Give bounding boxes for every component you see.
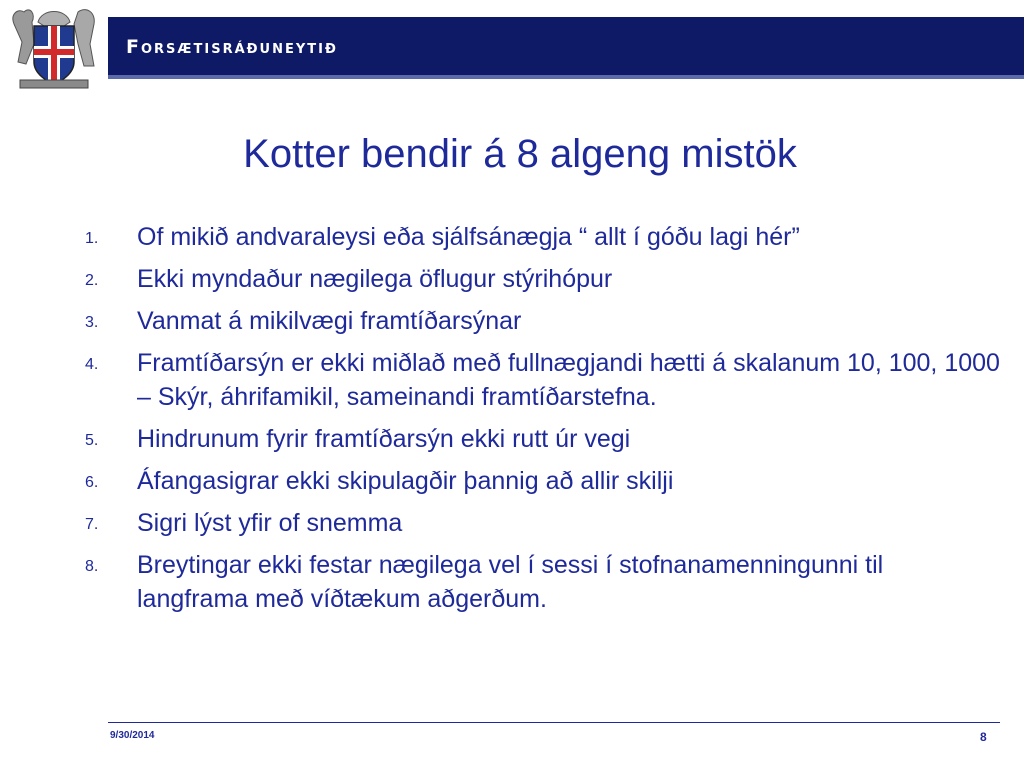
item-number: 6.	[85, 474, 99, 491]
item-number: 2.	[85, 272, 99, 289]
list-item	[80, 548, 1000, 616]
list-item	[80, 304, 1000, 338]
numbered-list	[80, 220, 1000, 624]
footer-divider	[108, 722, 1000, 723]
footer-date: 9/30/2014	[110, 730, 155, 741]
ministry-name: Forsætisráðuneytið	[126, 36, 338, 58]
header-band-shadow	[108, 75, 1024, 79]
item-text: Of mikið andvaraleysi eða sjálfsánægja “ allt í góðu lagi hér”	[137, 223, 800, 251]
list-item	[80, 262, 1000, 296]
item-number: 4.	[85, 356, 99, 373]
list-item	[80, 220, 1000, 254]
slide-title: Kotter bendir á 8 algeng mistök	[243, 132, 797, 176]
item-text: Ekki myndaður nægilega öflugur stýrihópur	[137, 265, 613, 293]
page-number: 8	[980, 730, 987, 744]
item-number: 8.	[85, 558, 99, 575]
list-item	[80, 422, 1000, 456]
list-item	[80, 506, 1000, 540]
item-text: Hindrunum fyrir framtíðarsýn ekki rutt úr vegi	[137, 425, 631, 453]
item-text: Vanmat á mikilvægi framtíðarsýnar	[137, 307, 522, 335]
item-text: Framtíðarsýn er ekki miðlað með fullnægjandi hætti á skalanum 10, 100, 1000 – Skýr, áhrifamikil, sameinandi framtíðarstefna.	[137, 349, 1000, 411]
list-item	[80, 464, 1000, 498]
item-text: Sigri lýst yfir of snemma	[137, 509, 403, 537]
item-number: 3.	[85, 314, 99, 331]
list-item	[80, 346, 1000, 414]
item-text: Breytingar ekki festar nægilega vel í sessi í stofnanamenningunni til langframa með víðtækum aðgerðum.	[137, 551, 884, 613]
coat-of-arms-icon	[8, 4, 100, 92]
item-text: Áfangasigrar ekki skipulagðir þannig að allir skilji	[137, 467, 674, 495]
item-number: 5.	[85, 432, 99, 449]
item-number: 1.	[85, 230, 99, 247]
item-number: 7.	[85, 516, 99, 533]
